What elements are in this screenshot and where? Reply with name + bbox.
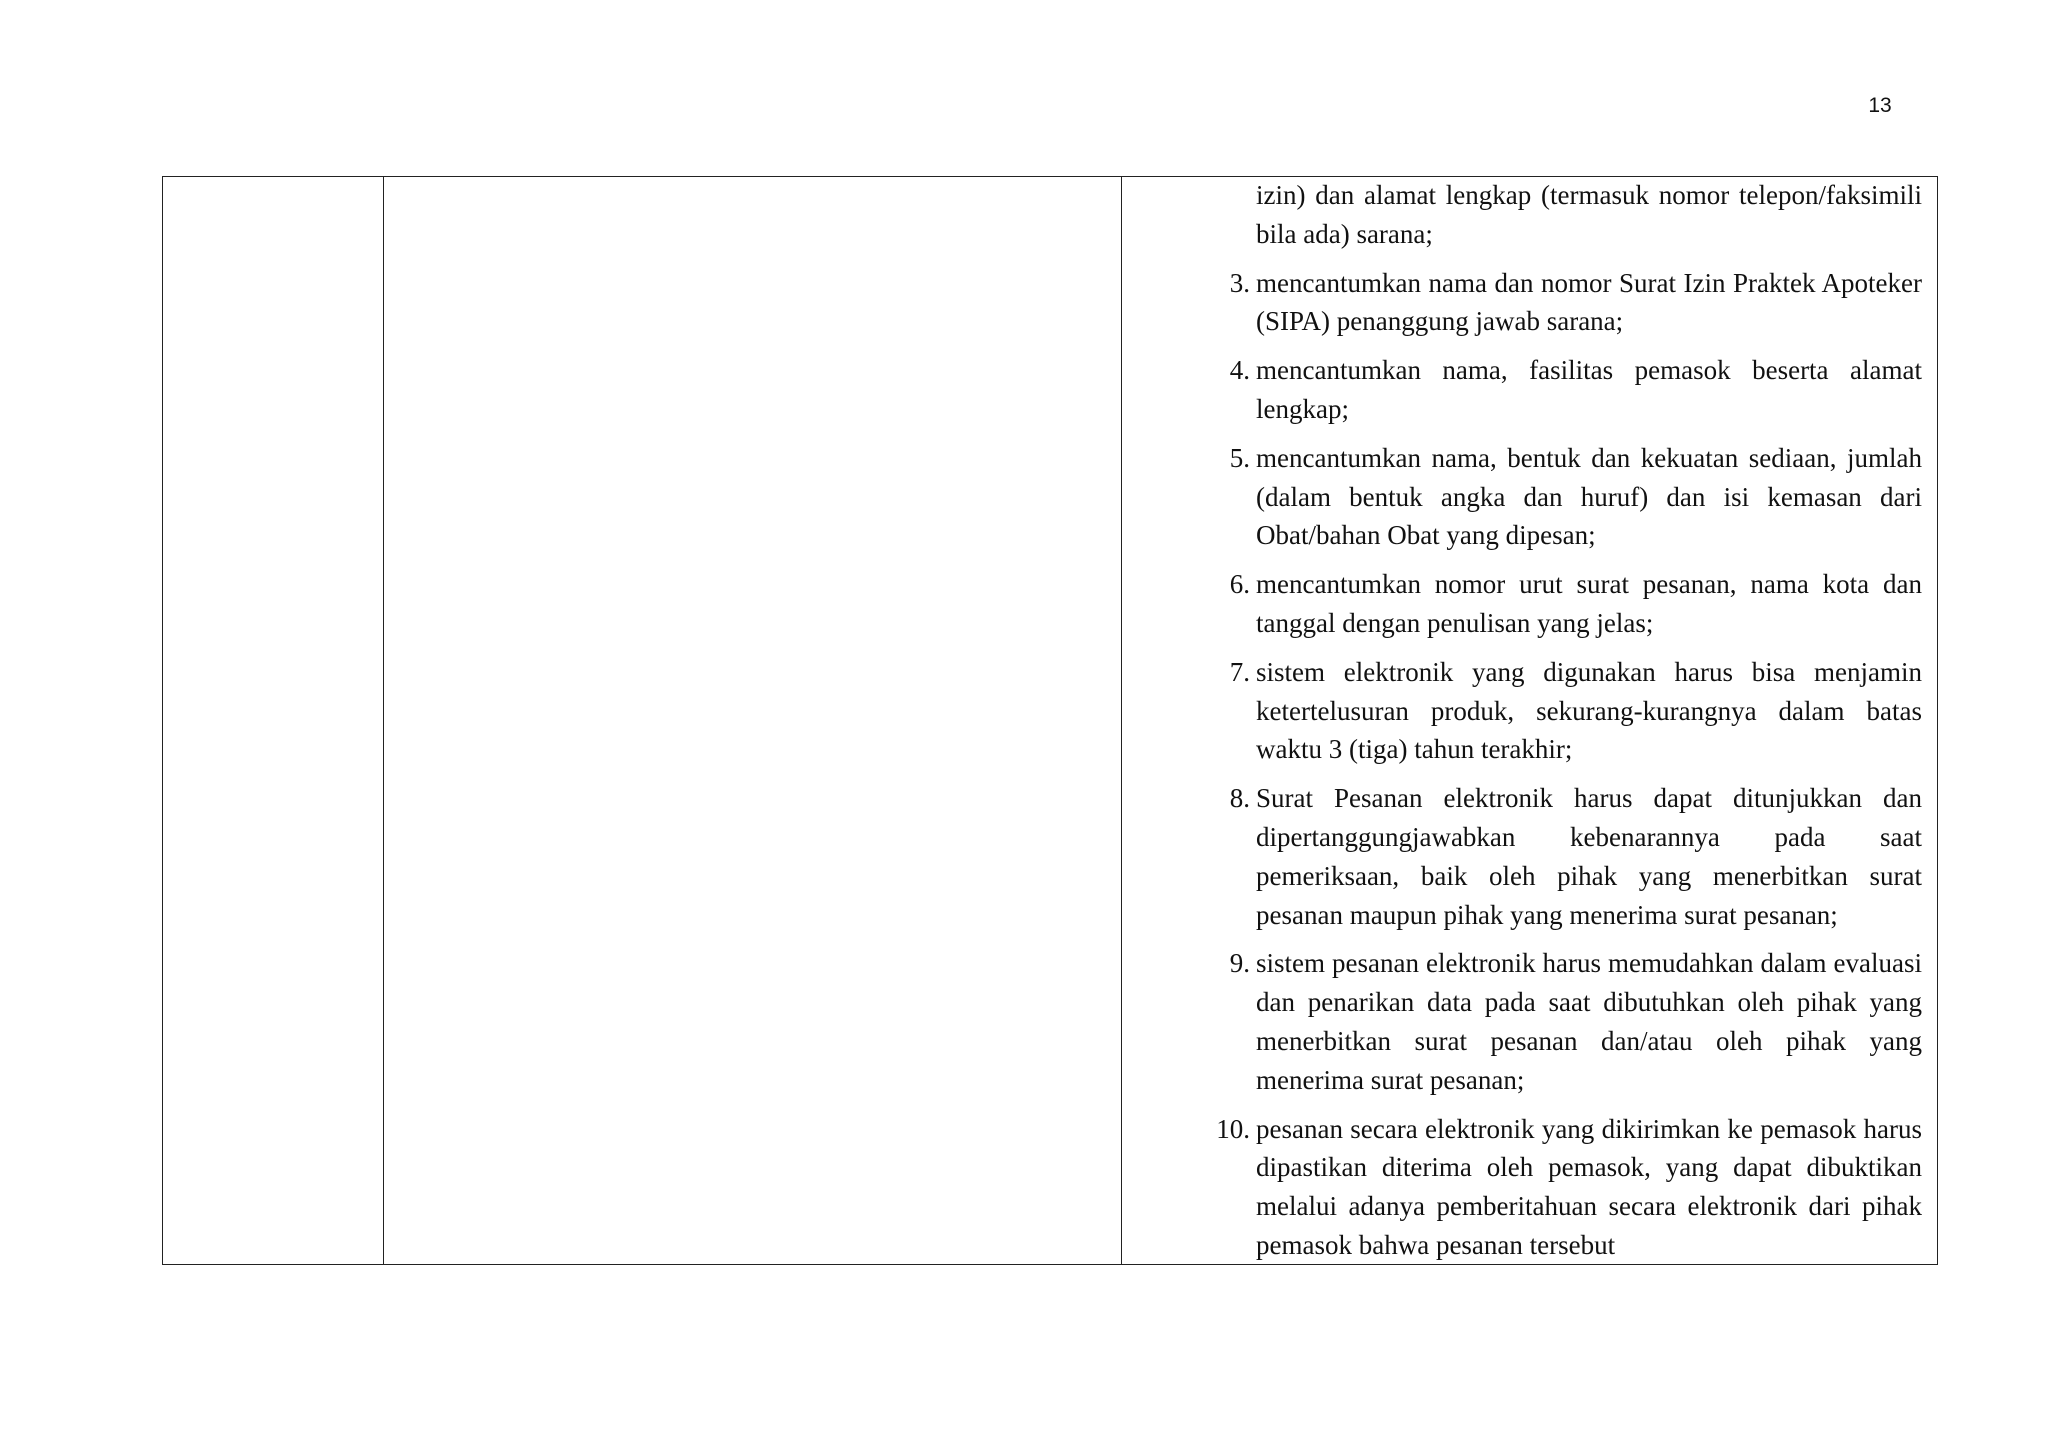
list-item-text: sistem elektronik yang digunakan harus bisa menjamin ketertelusuran produk, sekurang-kurangnya dalam batas waktu 3 (tiga) tahun terakhir; <box>1256 656 1922 765</box>
page-number: 13 <box>1868 94 1892 117</box>
list-item <box>1206 176 1922 254</box>
list-item <box>1206 565 1922 643</box>
list-item-number: 8. <box>1229 783 1250 814</box>
list-item-text: mencantumkan nama, bentuk dan kekuatan sediaan, jumlah (dalam bentuk angka dan huruf) dan isi kemasan dari Obat/bahan Obat yang dipesan; <box>1256 442 1922 551</box>
list-item-number: 7. <box>1229 656 1250 687</box>
list-item <box>1206 264 1922 342</box>
list-item-text: mencantumkan nama, fasilitas pemasok beserta alamat lengkap; <box>1256 355 1922 424</box>
list-item-number <box>1206 176 1250 254</box>
list-item-number: 5. <box>1229 442 1250 473</box>
list-item-text: mencantumkan nomor urut surat pesanan, nama kota dan tanggal dengan penulisan yang jelas; <box>1256 569 1922 638</box>
list-item <box>1206 439 1922 555</box>
list-item-text: mencantumkan nama dan nomor Surat Izin Praktek Apoteker (SIPA) penanggung jawab sarana; <box>1256 267 1922 337</box>
list-item-text: izin) dan alamat lengkap (termasuk nomor telepon/faksimili bila ada) sarana; <box>1256 180 1922 249</box>
list-item-number: 10. <box>1216 1113 1250 1144</box>
list-item-text: sistem pesanan elektronik harus memudahkan dalam evaluasi dan penarikan data pada saat dibutuhkan oleh pihak yang menerbitkan surat pesanan dan/atau oleh pihak yang menerima surat pesanan; <box>1256 948 1922 1095</box>
regulation-table <box>162 176 1938 1265</box>
table-column-1 <box>163 177 384 1264</box>
list-item <box>1206 944 1922 1099</box>
table-column-2 <box>384 177 1122 1264</box>
list-item-number: 9. <box>1229 948 1250 979</box>
table-column-3 <box>1122 177 1937 1264</box>
requirements-list <box>1206 177 1922 1275</box>
list-item <box>1206 653 1922 769</box>
list-item-text: Surat Pesanan elektronik harus dapat ditunjukkan dan dipertanggungjawabkan kebenarannya pada saat pemeriksaan, baik oleh pihak yang menerbitkan surat pesanan maupun pihak yang menerima surat pesanan; <box>1256 783 1922 930</box>
list-item-number: 3. <box>1229 267 1250 298</box>
list-item-number: 6. <box>1229 569 1250 600</box>
list-item <box>1206 351 1922 429</box>
list-item <box>1206 1110 1922 1265</box>
list-item-text: pesanan secara elektronik yang dikirimkan ke pemasok harus dipastikan diterima oleh pemasok, yang dapat dibuktikan melalui adanya pemberitahuan secara elektronik dari pihak pemasok bahwa pesanan tersebut <box>1256 1113 1922 1260</box>
list-item-number: 4. <box>1229 355 1250 386</box>
list-item <box>1206 779 1922 934</box>
